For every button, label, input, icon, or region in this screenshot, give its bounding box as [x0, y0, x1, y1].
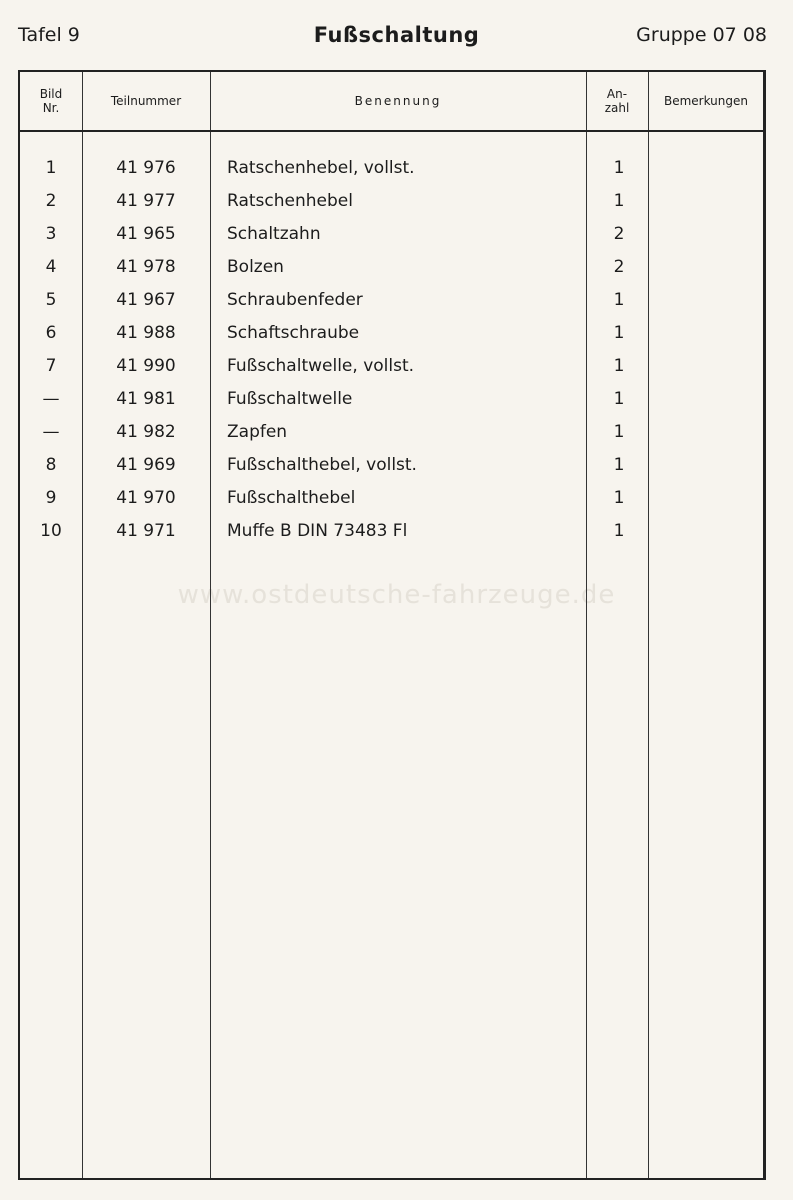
row-anzahl: 1	[613, 422, 625, 442]
column-header-anzahl	[586, 72, 648, 130]
row-bild: —	[42, 389, 60, 409]
table-row	[20, 251, 764, 284]
row-bild: 7	[45, 356, 57, 376]
row-benennung: Fußschaltwelle	[227, 389, 353, 409]
row-teilnummer: 41 965	[116, 224, 176, 244]
row-anzahl: 2	[613, 257, 625, 277]
table-row	[20, 350, 764, 383]
column-header-benennung-label: Benennung	[354, 94, 442, 108]
row-bild: 3	[45, 224, 57, 244]
table-row	[20, 383, 764, 416]
column-header-anzahl-line1: An-	[606, 87, 628, 101]
row-anzahl: 1	[613, 356, 625, 376]
row-benennung: Zapfen	[227, 422, 288, 442]
row-bild: 10	[40, 521, 62, 541]
row-anzahl: 1	[613, 158, 625, 178]
plate-number: Tafel 9	[18, 24, 80, 46]
row-teilnummer: 41 971	[116, 521, 176, 541]
row-benennung: Schaltzahn	[227, 224, 321, 244]
row-anzahl: 2	[613, 224, 625, 244]
row-teilnummer: 41 977	[116, 191, 176, 211]
column-header-bild	[20, 72, 82, 130]
row-teilnummer: 41 969	[116, 455, 176, 475]
row-teilnummer: 41 967	[116, 290, 176, 310]
header-divider	[20, 130, 763, 132]
row-teilnummer: 41 990	[116, 356, 176, 376]
column-header-teilnummer	[82, 72, 210, 130]
column-header-bild-line1: Bild	[39, 87, 63, 101]
row-teilnummer: 41 982	[116, 422, 176, 442]
row-bild: 1	[45, 158, 57, 178]
table-row	[20, 218, 764, 251]
column-header-bemerkungen-label: Bemerkungen	[663, 94, 749, 108]
row-benennung: Fußschaltwelle, vollst.	[227, 356, 415, 376]
row-benennung: Ratschenhebel	[227, 191, 353, 211]
row-benennung: Schraubenfeder	[227, 290, 363, 310]
table-row	[20, 449, 764, 482]
row-anzahl: 1	[613, 488, 625, 508]
row-anzahl: 1	[613, 455, 625, 475]
row-anzahl: 1	[613, 521, 625, 541]
row-bild: 6	[45, 323, 57, 343]
column-header-bemerkungen	[648, 72, 764, 130]
table-row	[20, 152, 764, 185]
table-row	[20, 482, 764, 515]
row-benennung: Schaftschraube	[227, 323, 360, 343]
row-benennung: Bolzen	[227, 257, 284, 277]
row-bild: 5	[45, 290, 57, 310]
row-teilnummer: 41 978	[116, 257, 176, 277]
row-bild: 2	[45, 191, 57, 211]
column-header-benennung	[210, 72, 586, 130]
row-teilnummer: 41 981	[116, 389, 176, 409]
group-number: Gruppe 07 08	[636, 24, 767, 46]
row-benennung: Fußschalthebel	[227, 488, 356, 508]
row-anzahl: 1	[613, 290, 625, 310]
row-benennung: Fußschalthebel, vollst.	[227, 455, 417, 475]
table-row	[20, 185, 764, 218]
row-anzahl: 1	[613, 323, 625, 343]
column-header-bild-line2: Nr.	[42, 101, 60, 115]
table-row	[20, 317, 764, 350]
row-anzahl: 1	[613, 191, 625, 211]
row-teilnummer: 41 976	[116, 158, 176, 178]
row-benennung: Ratschenhebel, vollst.	[227, 158, 415, 178]
row-teilnummer: 41 988	[116, 323, 176, 343]
row-bild: 4	[45, 257, 57, 277]
page-title: Fußschaltung	[313, 23, 480, 47]
row-bild: 8	[45, 455, 57, 475]
row-bild: —	[42, 422, 60, 442]
column-header-anzahl-line2: zahl	[604, 101, 630, 115]
row-bild: 9	[45, 488, 57, 508]
table-row	[20, 284, 764, 317]
table-row	[20, 416, 764, 449]
row-teilnummer: 41 970	[116, 488, 176, 508]
table-row	[20, 515, 764, 548]
column-header-teilnummer-label: Teilnummer	[110, 94, 182, 108]
parts-table	[18, 70, 766, 1180]
row-anzahl: 1	[613, 389, 625, 409]
watermark: www.ostdeutsche-fahrzeuge.de	[177, 580, 616, 610]
row-benennung: Muffe B DIN 73483 Fl	[227, 521, 408, 541]
